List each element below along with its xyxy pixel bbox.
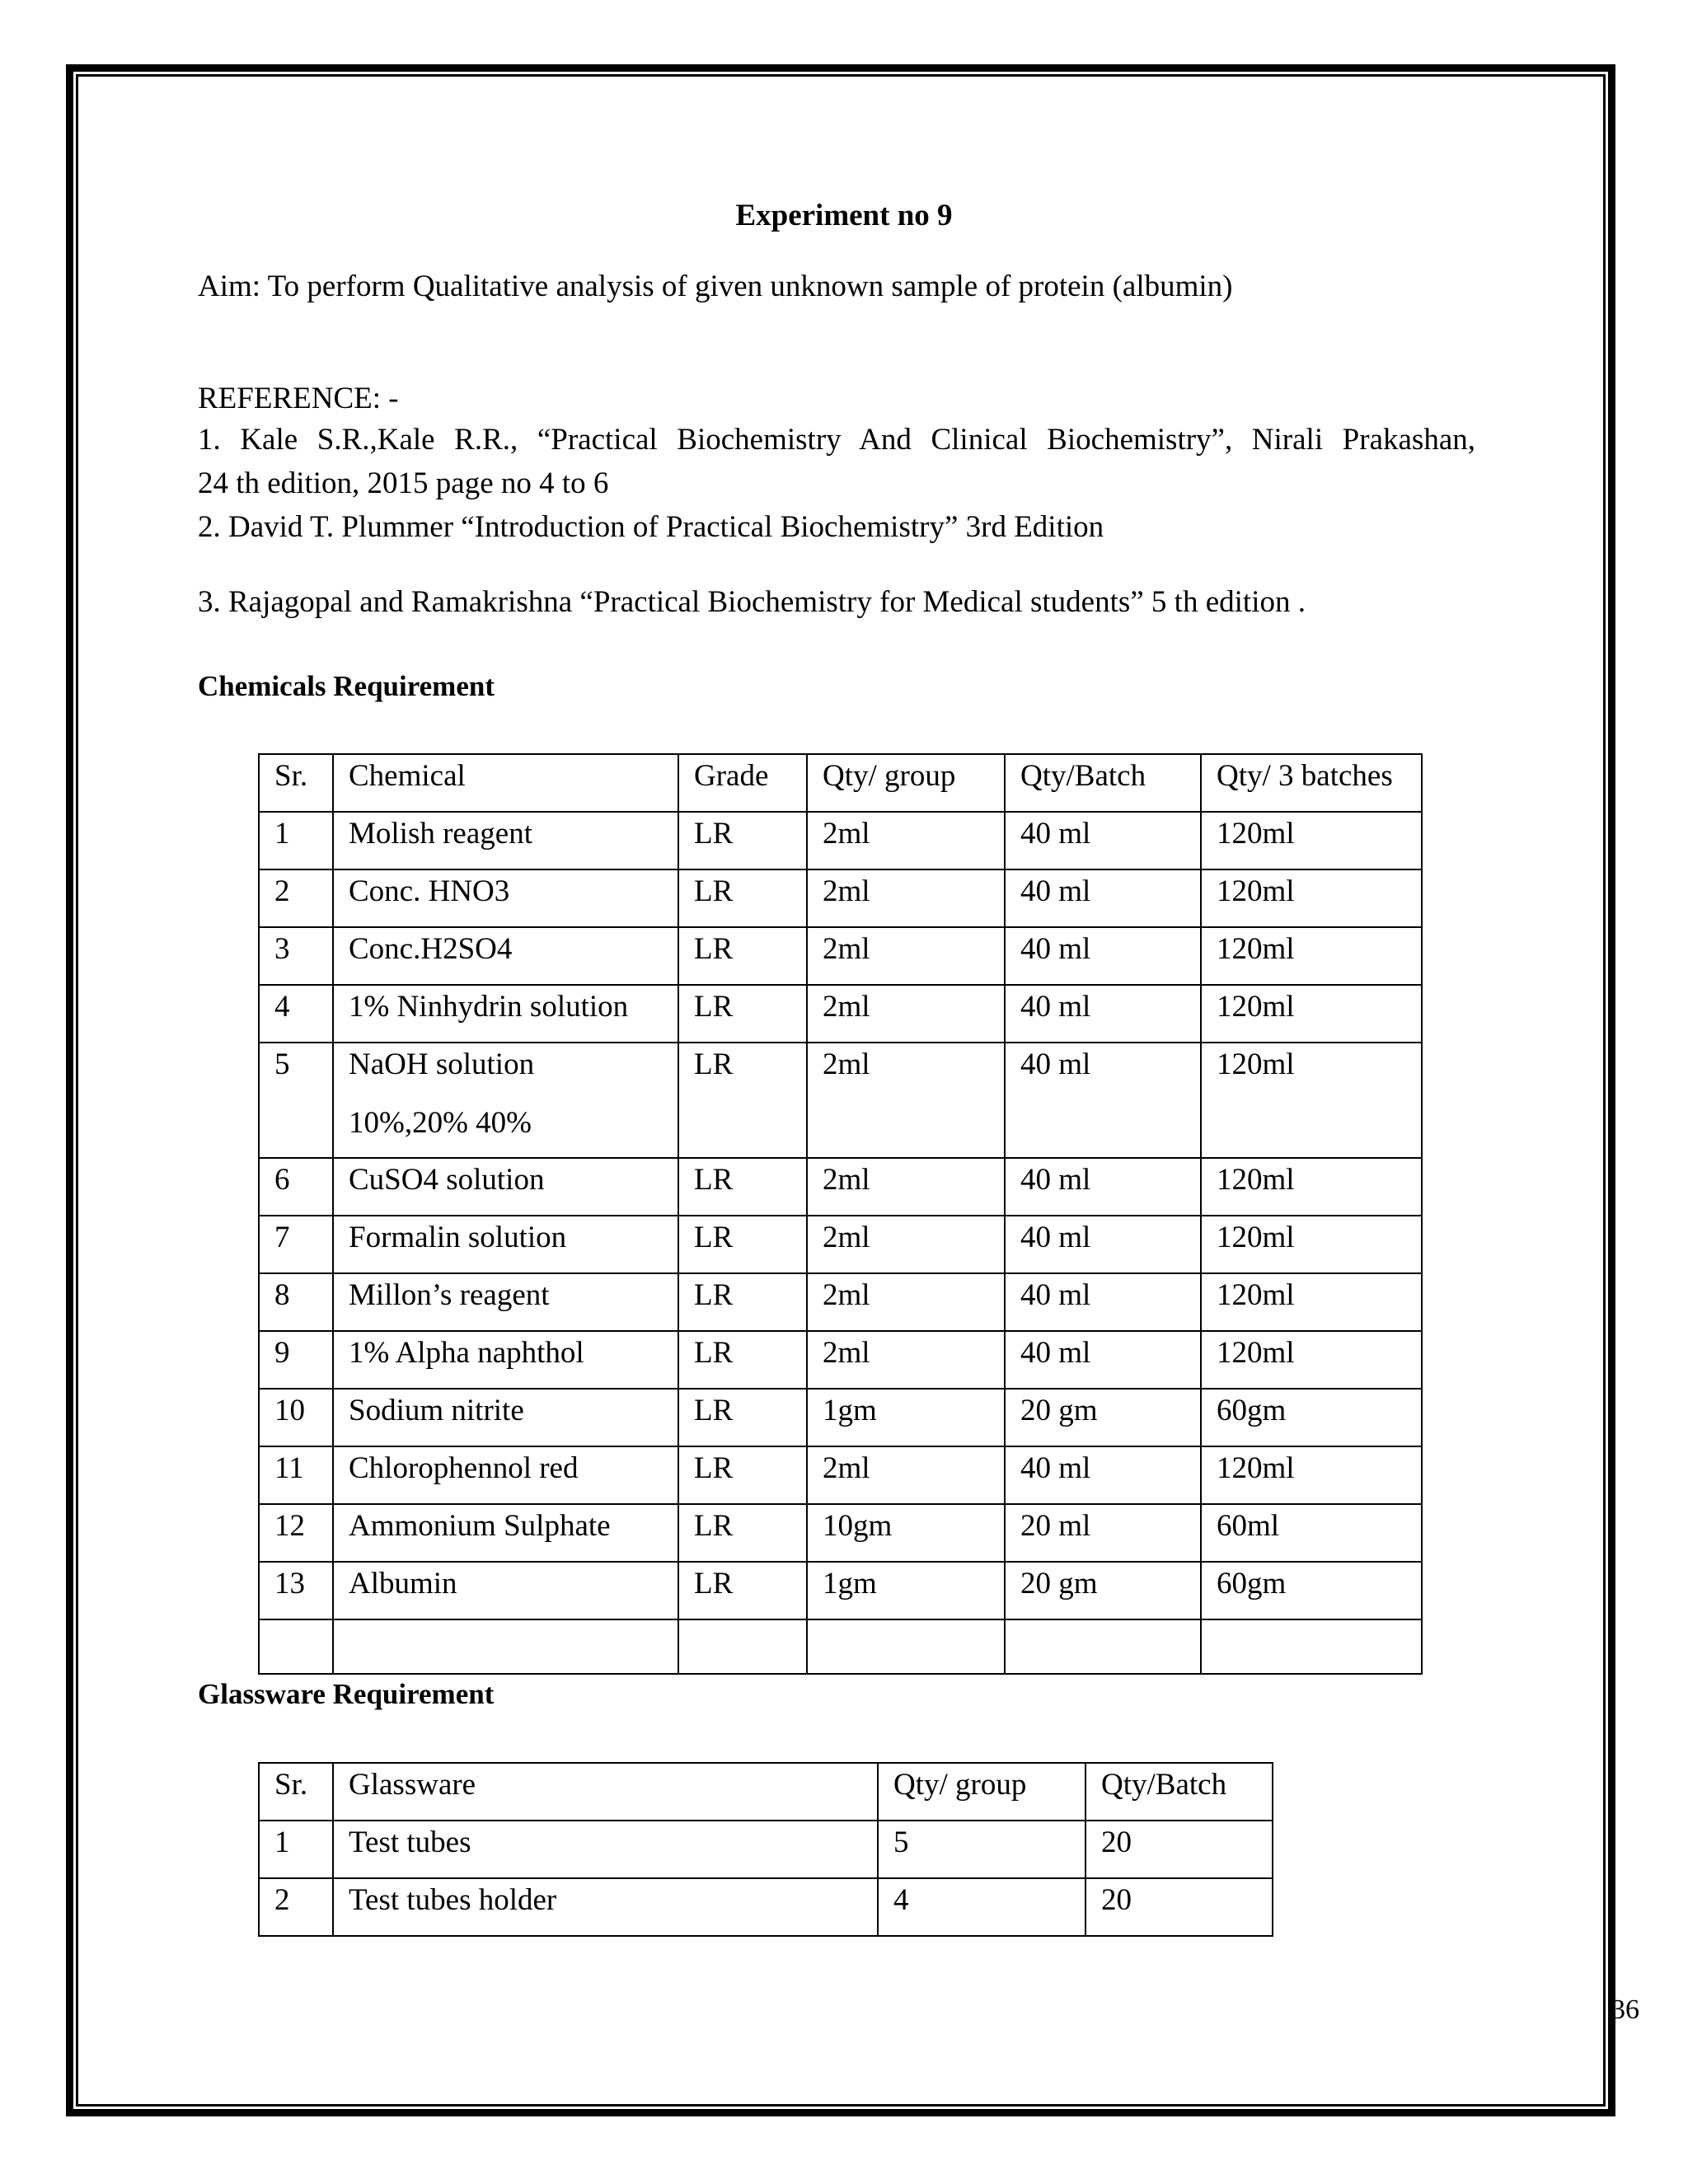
- table-cell: Formalin solution: [333, 1216, 678, 1273]
- table-row: [259, 1878, 1273, 1936]
- table-cell: LR: [678, 1562, 807, 1619]
- table-cell: LR: [678, 1216, 807, 1273]
- table-cell: 12: [259, 1504, 333, 1562]
- table-cell: Test tubes: [333, 1821, 878, 1878]
- glassware-table: [258, 1762, 1273, 1937]
- table-cell: 2ml: [807, 927, 1005, 985]
- chemicals-heading: Chemicals Requirement: [198, 670, 495, 702]
- table-cell: 120ml: [1201, 812, 1422, 869]
- table-row: [259, 1446, 1422, 1504]
- table-cell: 120ml: [1201, 1043, 1422, 1158]
- table-cell: 2ml: [807, 1331, 1005, 1389]
- table-cell: LR: [678, 927, 807, 985]
- table-cell: 20 gm: [1005, 1389, 1201, 1446]
- chemical-concentrations: 10%,20% 40%: [349, 1106, 532, 1140]
- table-cell: 1: [259, 1821, 333, 1878]
- table-row: [259, 1389, 1422, 1446]
- table-cell: 2ml: [807, 1158, 1005, 1216]
- reference-heading: REFERENCE: -: [198, 382, 399, 415]
- header-cell: Qty/ group: [878, 1763, 1085, 1821]
- table-cell: 2ml: [807, 1273, 1005, 1331]
- table-cell: LR: [678, 1158, 807, 1216]
- table-cell: LR: [678, 1446, 807, 1504]
- table-cell: LR: [678, 1273, 807, 1331]
- table-cell: LR: [678, 1389, 807, 1446]
- header-cell: Grade: [678, 754, 807, 812]
- empty-cell: [333, 1619, 678, 1674]
- table-cell: 4: [259, 985, 333, 1043]
- table-row: [259, 812, 1422, 869]
- header-cell: Qty/ 3 batches: [1201, 754, 1422, 812]
- table-cell: 3: [259, 927, 333, 985]
- table-cell: 120ml: [1201, 1331, 1422, 1389]
- table-cell: Chlorophennol red: [333, 1446, 678, 1504]
- table-cell: 1% Ninhydrin solution: [333, 985, 678, 1043]
- table-cell: 6: [259, 1158, 333, 1216]
- table-cell: Molish reagent: [333, 812, 678, 869]
- table-cell: 2: [259, 869, 333, 927]
- table-row: [259, 1043, 1422, 1158]
- header-cell: Glassware: [333, 1763, 878, 1821]
- empty-cell: [1201, 1619, 1422, 1674]
- table-cell: 9: [259, 1331, 333, 1389]
- table-cell: 13: [259, 1562, 333, 1619]
- table-cell: LR: [678, 1331, 807, 1389]
- table-cell: 20: [1085, 1821, 1273, 1878]
- table-cell: 120ml: [1201, 1158, 1422, 1216]
- reference-2: 2. David T. Plummer “Introduction of Practical Biochemistry” 3rd Edition: [198, 510, 1104, 544]
- table-cell: 40 ml: [1005, 927, 1201, 985]
- table-cell: Ammonium Sulphate: [333, 1504, 678, 1562]
- empty-cell: [678, 1619, 807, 1674]
- header-cell: Qty/Batch: [1085, 1763, 1273, 1821]
- table-cell: 8: [259, 1273, 333, 1331]
- table-cell: Conc. HNO3: [333, 869, 678, 927]
- table-cell: 2ml: [807, 869, 1005, 927]
- reference-3: 3. Rajagopal and Ramakrishna “Practical Biochemistry for Medical students” 5 th edition .: [198, 585, 1306, 619]
- reference-1-line-2: 24 th edition, 2015 page no 4 to 6: [198, 466, 609, 500]
- table-cell: 40 ml: [1005, 1331, 1201, 1389]
- table-cell: 40 ml: [1005, 1446, 1201, 1504]
- table-cell: Albumin: [333, 1562, 678, 1619]
- table-cell: 120ml: [1201, 1216, 1422, 1273]
- header-cell: Chemical: [333, 754, 678, 812]
- table-cell: 40 ml: [1005, 812, 1201, 869]
- table-cell: 60gm: [1201, 1389, 1422, 1446]
- table-cell: 11: [259, 1446, 333, 1504]
- table-cell: 2ml: [807, 812, 1005, 869]
- empty-cell: [807, 1619, 1005, 1674]
- header-cell: Sr.: [259, 1763, 333, 1821]
- table-cell: 40 ml: [1005, 869, 1201, 927]
- table-cell: [333, 1043, 678, 1158]
- table-cell: 40 ml: [1005, 1043, 1201, 1158]
- table-cell: 120ml: [1201, 927, 1422, 985]
- table-cell: 1gm: [807, 1562, 1005, 1619]
- table-cell: 40 ml: [1005, 985, 1201, 1043]
- table-row: [259, 1158, 1422, 1216]
- table-cell: 2ml: [807, 1216, 1005, 1273]
- table-cell: 10gm: [807, 1504, 1005, 1562]
- table-cell: 20 gm: [1005, 1562, 1201, 1619]
- table-cell: 60ml: [1201, 1504, 1422, 1562]
- chemical-name: NaOH solution: [349, 1047, 535, 1081]
- table-row: [259, 1504, 1422, 1562]
- table-cell: 2ml: [807, 1043, 1005, 1158]
- table-row: [259, 869, 1422, 927]
- table-cell: CuSO4 solution: [333, 1158, 678, 1216]
- empty-cell: [259, 1619, 333, 1674]
- table-cell: Sodium nitrite: [333, 1389, 678, 1446]
- table-cell: 7: [259, 1216, 333, 1273]
- table-cell: 2ml: [807, 1446, 1005, 1504]
- table-cell: Test tubes holder: [333, 1878, 878, 1936]
- aim-text: Aim: To perform Qualitative analysis of given unknown sample of protein (albumin): [198, 269, 1233, 303]
- header-cell: Qty/Batch: [1005, 754, 1201, 812]
- table-cell: Conc.H2SO4: [333, 927, 678, 985]
- table-row: [259, 1273, 1422, 1331]
- table-cell: 4: [878, 1878, 1085, 1936]
- chemicals-table: [258, 753, 1423, 1675]
- glassware-heading: Glassware Requirement: [198, 1678, 495, 1710]
- empty-table-row: [259, 1619, 1422, 1674]
- table-cell: 40 ml: [1005, 1158, 1201, 1216]
- table-cell: 10: [259, 1389, 333, 1446]
- table-cell: 5: [878, 1821, 1085, 1878]
- table-cell: 60gm: [1201, 1562, 1422, 1619]
- table-header-row: [259, 754, 1422, 812]
- table-cell: 40 ml: [1005, 1216, 1201, 1273]
- table-cell: LR: [678, 869, 807, 927]
- header-cell: Sr.: [259, 754, 333, 812]
- reference-1-line-1: 1. Kale S.R.,Kale R.R., “Practical Biochemistry And Clinical Biochemistry”, Nirali Prakashan,: [198, 423, 1475, 457]
- table-row: [259, 1562, 1422, 1619]
- table-row: [259, 1331, 1422, 1389]
- table-cell: 120ml: [1201, 1273, 1422, 1331]
- table-row: [259, 1216, 1422, 1273]
- table-cell: 120ml: [1201, 985, 1422, 1043]
- table-cell: 1: [259, 812, 333, 869]
- table-cell: 20 ml: [1005, 1504, 1201, 1562]
- page-number: 36: [1611, 1994, 1639, 2025]
- table-cell: 120ml: [1201, 869, 1422, 927]
- table-cell: LR: [678, 1043, 807, 1158]
- table-cell: 40 ml: [1005, 1273, 1201, 1331]
- header-cell: Qty/ group: [807, 754, 1005, 812]
- table-header-row: [259, 1763, 1273, 1821]
- table-cell: Millon’s reagent: [333, 1273, 678, 1331]
- table-row: [259, 1821, 1273, 1878]
- table-cell: LR: [678, 1504, 807, 1562]
- table-cell: LR: [678, 812, 807, 869]
- table-row: [259, 985, 1422, 1043]
- empty-cell: [1005, 1619, 1201, 1674]
- page-title: Experiment no 9: [735, 199, 953, 232]
- table-cell: 2: [259, 1878, 333, 1936]
- table-row: [259, 927, 1422, 985]
- table-cell: 1% Alpha naphthol: [333, 1331, 678, 1389]
- table-cell: 120ml: [1201, 1446, 1422, 1504]
- table-cell: 5: [259, 1043, 333, 1158]
- table-cell: LR: [678, 985, 807, 1043]
- table-cell: 1gm: [807, 1389, 1005, 1446]
- table-cell: 2ml: [807, 985, 1005, 1043]
- table-cell: 20: [1085, 1878, 1273, 1936]
